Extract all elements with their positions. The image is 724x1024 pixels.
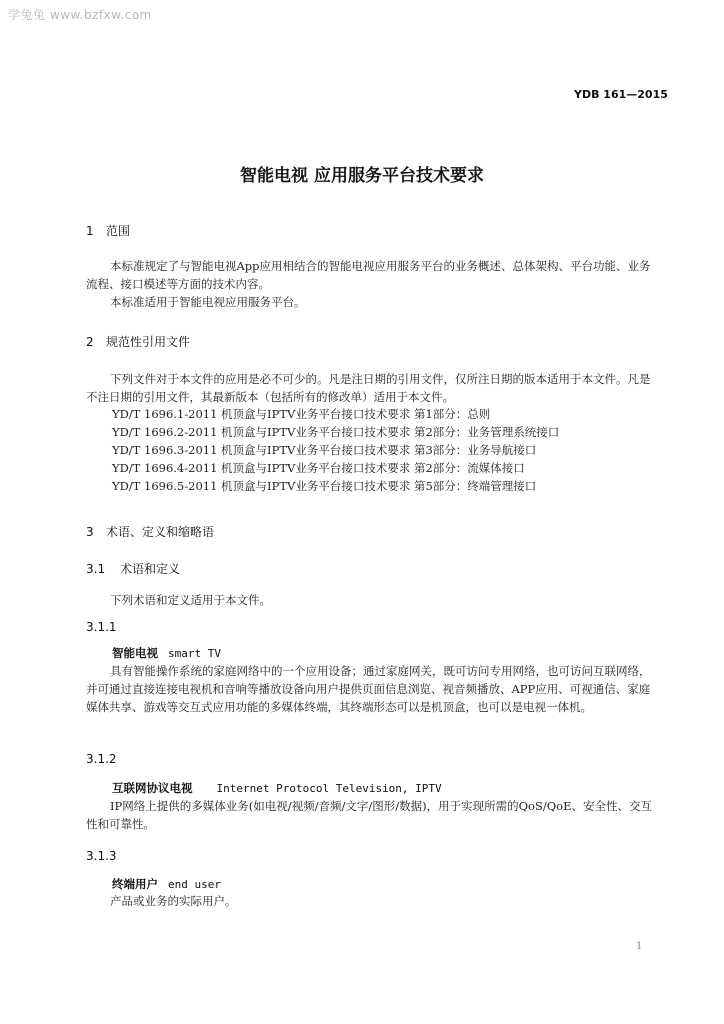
watermark-text: 学兔兔 www.bzfxw.com [8, 8, 152, 22]
section-number: 2 [86, 335, 94, 349]
subsection-number: 3.1 [86, 562, 106, 576]
section-2-heading [86, 333, 190, 350]
reference-item: YD/T 1696.3-2011 机顶盒与IPTV业务平台接口技术要求 第3部分：业务导航接口 [112, 443, 537, 457]
section-1-paragraph-1: 本标准规定了与智能电视App应用相结合的智能电视应用服务平台的业务概述、总体架构、平台功能、业务流程、接口模述等方面的技术内容。 [86, 259, 651, 291]
term-heading [112, 876, 221, 892]
term-definition: IP网络上提供的多媒体业务(如电视/视频/音频/文字/图形/数据)，用于实现所需的QoS/QoE、安全性、交互性和可靠性。 [86, 799, 652, 831]
term-number: 3.1.3 [86, 849, 117, 863]
section-3-heading [86, 523, 214, 540]
document-number: YDB 161—2015 [574, 88, 668, 101]
term-definition: 产品或业务的实际用户。 [110, 894, 237, 908]
term-number: 3.1.2 [86, 752, 117, 766]
section-1-heading [86, 222, 130, 239]
reference-item: YD/T 1696.5-2011 机顶盒与IPTV业务平台接口技术要求 第5部分：终端管理接口 [112, 479, 537, 493]
term-zh: 终端用户 [112, 877, 158, 891]
section-title: 范围 [106, 224, 131, 238]
term-zh: 互联网协议电视 [112, 781, 193, 795]
subsection-3-1-heading [86, 560, 180, 577]
section-number: 1 [86, 224, 94, 238]
section-title: 规范性引用文件 [106, 335, 191, 349]
reference-item: YD/T 1696.1-2011 机顶盒与IPTV业务平台接口技术要求 第1部分：总则 [112, 407, 491, 421]
term-definition: 具有智能操作系统的家庭网络中的一个应用设备；通过家庭网关，既可访问专用网络，也可访问互联网络，并可通过直接连接电视机和音响等播放设备向用户提供页面信息浏览、视音频播放、APP应用、可视通信、家庭媒体共享、游戏等交互式应用功能的多媒体终端，其终端形态可以是机顶盒，也可以是电视一体机。 [86, 664, 651, 714]
document-title: 智能电视 应用服务平台技术要求 [240, 166, 484, 186]
section-1-paragraph-2: 本标准适用于智能电视应用服务平台。 [110, 295, 306, 309]
term-heading [112, 780, 442, 796]
subsection-3-1-intro: 下列术语和定义适用于本文件。 [110, 593, 271, 607]
term-heading [112, 645, 221, 661]
section-title: 术语、定义和缩略语 [106, 525, 215, 539]
reference-item: YD/T 1696.4-2011 机顶盒与IPTV业务平台接口技术要求 第2部分：流媒体接口 [112, 461, 525, 475]
subsection-title: 术语和定义 [120, 562, 181, 576]
term-number: 3.1.1 [86, 620, 117, 634]
term-en: Internet Protocol Television, IPTV [216, 782, 442, 795]
section-2-intro: 下列文件对于本文件的应用是必不可少的。凡是注日期的引用文件，仅所注日期的版本适用于本文件。凡是不注日期的引用文件，其最新版本（包括所有的修改单）适用于本文件。 [86, 372, 651, 404]
term-en: smart TV [168, 647, 221, 660]
section-number: 3 [86, 525, 94, 539]
term-zh: 智能电视 [112, 646, 158, 660]
term-en: end user [168, 878, 221, 891]
page-number: 1 [636, 941, 643, 952]
reference-item: YD/T 1696.2-2011 机顶盒与IPTV业务平台接口技术要求 第2部分：业务管理系统接口 [112, 425, 560, 439]
